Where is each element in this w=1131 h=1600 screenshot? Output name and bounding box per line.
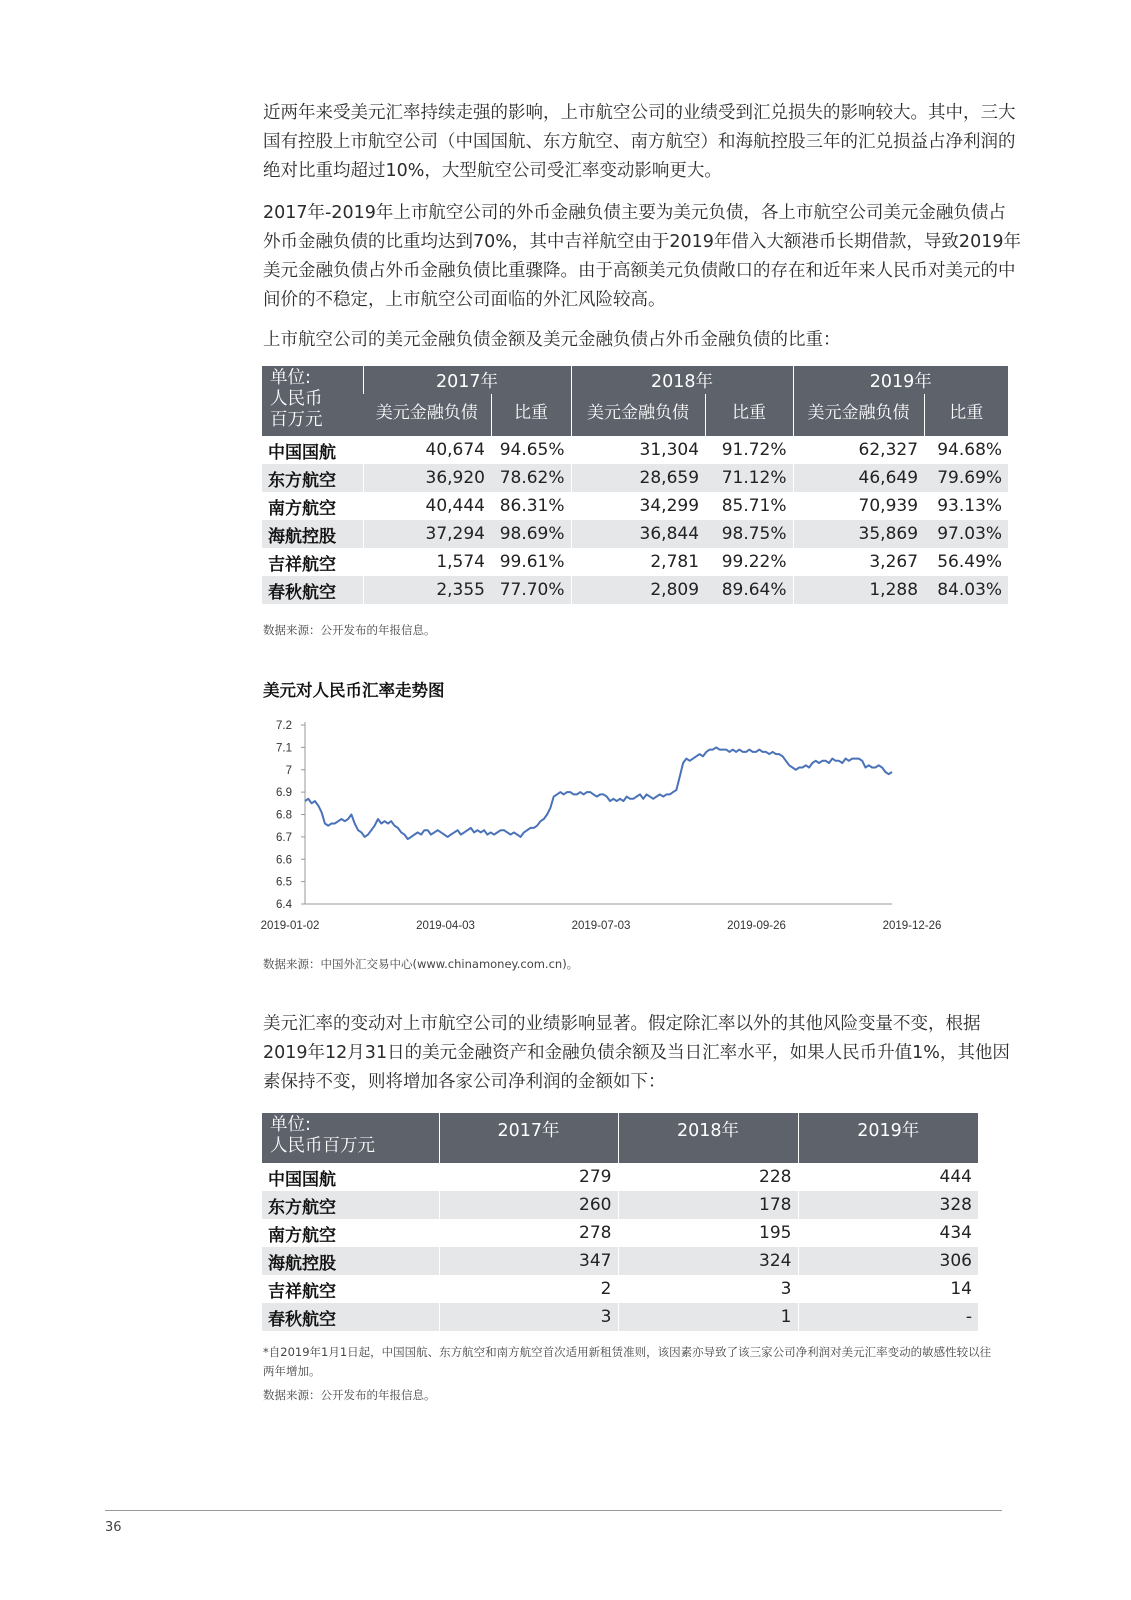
net-profit-cell: 228 (618, 1163, 798, 1191)
ratio-cell: 93.13% (937, 496, 1003, 516)
y-tick-label: 6.9 (276, 787, 292, 800)
usd-liabilities-table (262, 366, 1008, 604)
table1-caption: 上市航空公司的美元金融负债金额及美元金融负债占外币金融负债的比重： (263, 330, 841, 350)
paragraph-exchange-impact: 近两年来受美元汇率持续走强的影响，上市航空公司的业绩受到汇兑损失的影响较大。其中，三大国有控股上市航空公司（中国国航、东方航空、南方航空）和海航控股三年的汇兑损益占净利润的绝对比重均超过10%，大型航空公司受汇率变动影响更大。 (263, 103, 1016, 181)
paragraph-sensitivity: 美元汇率的变动对上市航空公司的业绩影响显著。假定除汇率以外的其他风险变量不变，根据2019年12月31日的美元金融资产和金融负债余额及当日汇率水平，如果人民币升值1%，其他因素保持不变，则将增加各家公司净利润的金额如下： (263, 1014, 1010, 1092)
usd-liability-cell: 70,939 (793, 492, 924, 520)
net-profit-cell: 324 (618, 1247, 798, 1275)
table-row (262, 548, 1008, 576)
net-profit-cell: 347 (439, 1247, 618, 1275)
net-profit-cell: 3 (618, 1275, 798, 1303)
usd-liability-cell: 2,781 (571, 548, 705, 576)
y-tick-label: 6.7 (276, 831, 292, 844)
sub-header-usd-liability: 美元金融负债 (571, 394, 705, 436)
usd-liability-cell: 35,869 (793, 520, 924, 548)
airline-name: 东方航空 (262, 1191, 439, 1219)
year-header-2019: 2019年 (793, 366, 1008, 394)
net-profit-cell: 279 (439, 1163, 618, 1191)
y-tick-label: 6.6 (276, 854, 292, 867)
ratio-cell: 56.49% (937, 552, 1003, 572)
usd-liability-cell: 1,288 (793, 576, 924, 604)
unit-header (262, 1113, 439, 1163)
x-tick-label: 2019-01-02 (260, 920, 320, 932)
ratio-cell: 98.69% (491, 520, 571, 548)
net-profit-cell: 444 (798, 1163, 978, 1191)
net-profit-cell: 1 (618, 1303, 798, 1331)
airline-name: 春秋航空 (262, 1303, 439, 1331)
net-profit-cell: 178 (618, 1191, 798, 1219)
table2-footnote: *自2019年1月1日起，中国国航、东方航空和南方航空首次适用新租赁准则，该因素亦导致了该三家公司净利润对美元汇率变动的敏感性较以往两年增加。 (263, 1345, 992, 1378)
ratio-cell: 84.03% (924, 576, 1008, 604)
table-row (262, 576, 1008, 604)
usd-liability-cell: 3,267 (793, 548, 924, 576)
airline-name: 中国国航 (268, 1169, 336, 1190)
year-header-2017: 2017年 (439, 1113, 618, 1163)
unit-line: 百万元 (270, 410, 323, 430)
year-header-2018: 2018年 (618, 1113, 798, 1163)
table-row (262, 1303, 978, 1331)
unit-line: 单位: (270, 1115, 311, 1135)
year-header-2017: 2017年 (363, 366, 571, 394)
net-profit-cell: 306 (798, 1247, 978, 1275)
ratio-cell: 99.22% (721, 552, 787, 572)
table-row (262, 492, 1008, 520)
sub-header-ratio: 比重 (705, 394, 793, 436)
usd-liability-cell: 40,674 (363, 436, 491, 464)
year-header-2018: 2018年 (571, 366, 793, 394)
table-row (262, 464, 1008, 492)
sub-header-usd-liability: 美元金融负债 (793, 394, 924, 436)
usd-liability-cell: 36,844 (571, 520, 705, 548)
airline-name: 春秋航空 (262, 576, 363, 604)
unit-line: 人民币 (270, 389, 323, 409)
ratio-cell: 94.68% (937, 440, 1003, 460)
net-profit-cell: 278 (439, 1219, 618, 1247)
paragraph-foreign-liabilities: 2017年-2019年上市航空公司的外币金融负债主要为美元负债，各上市航空公司美元金融负债占外币金融负债的比重均达到70%，其中吉祥航空由于2019年借入大额港币长期借款，导致2019年美元金融负债占外币金融负债比重骤降。由于高额美元负债敞口的存在和近年来人民币对美元的中间价的不稳定，上市航空公司面临的外汇风险较高。 (263, 203, 1021, 310)
x-tick-label: 2019-04-03 (416, 920, 475, 932)
usd-liability-cell: 46,649 (793, 464, 924, 492)
airline-name: 南方航空 (268, 498, 336, 519)
net-profit-cell: 260 (439, 1191, 618, 1219)
usd-liability-cell: 28,659 (571, 464, 705, 492)
ratio-cell: 97.03% (924, 520, 1008, 548)
airline-name: 吉祥航空 (268, 554, 336, 575)
net-profit-cell: 2 (439, 1275, 618, 1303)
airline-name: 海航控股 (262, 1247, 439, 1275)
y-tick-label: 6.8 (276, 809, 292, 822)
airline-name: 东方航空 (262, 464, 363, 492)
usd-liability-cell: 1,574 (363, 548, 491, 576)
airline-name: 海航控股 (262, 520, 363, 548)
table1-source: 数据来源：公开发布的年报信息。 (263, 623, 436, 637)
net-profit-sensitivity-table (262, 1113, 978, 1331)
unit-line: 人民币百万元 (270, 1136, 375, 1156)
x-tick-label: 2019-09-26 (727, 920, 786, 932)
ratio-cell: 94.65% (499, 440, 565, 460)
net-profit-cell: 3 (439, 1303, 618, 1331)
table2-source: 数据来源：公开发布的年报信息。 (263, 1388, 436, 1402)
chart-title: 美元对人民币汇率走势图 (263, 681, 445, 700)
net-profit-cell: - (798, 1303, 978, 1331)
page-number: 36 (105, 1520, 122, 1535)
ratio-cell: 91.72% (721, 440, 787, 460)
airline-name: 中国国航 (268, 442, 336, 463)
y-tick-label: 6.5 (276, 876, 292, 889)
ratio-cell: 77.70% (491, 576, 571, 604)
x-tick-label: 2019-12-26 (882, 920, 942, 932)
table-row (262, 436, 1008, 464)
ratio-cell: 98.75% (705, 520, 793, 548)
table-row (262, 1275, 978, 1303)
usd-liability-cell: 31,304 (571, 436, 705, 464)
y-tick-label: 7.1 (276, 742, 292, 755)
x-tick-label: 2019-07-03 (571, 920, 631, 932)
usd-liability-cell: 34,299 (571, 492, 705, 520)
ratio-cell: 89.64% (705, 576, 793, 604)
airline-name: 南方航空 (268, 1225, 336, 1246)
sub-header-ratio: 比重 (491, 394, 571, 436)
usd-liability-cell: 40,444 (363, 492, 491, 520)
table-row (262, 1219, 978, 1247)
table-row (262, 1191, 978, 1219)
usd-liability-cell: 2,355 (363, 576, 491, 604)
net-profit-cell: 434 (798, 1219, 978, 1247)
y-tick-label: 7 (285, 764, 292, 777)
net-profit-cell: 14 (798, 1275, 978, 1303)
y-tick-label: 6.4 (276, 899, 292, 911)
airline-name: 吉祥航空 (268, 1281, 336, 1302)
table-row (262, 1247, 978, 1275)
usd-liability-cell: 2,809 (571, 576, 705, 604)
unit-header (262, 366, 363, 436)
y-tick-label: 7.2 (276, 720, 292, 732)
ratio-cell: 85.71% (721, 496, 787, 516)
net-profit-cell: 328 (798, 1191, 978, 1219)
usd-liability-cell: 37,294 (363, 520, 491, 548)
ratio-cell: 99.61% (499, 552, 565, 572)
net-profit-cell: 195 (618, 1219, 798, 1247)
ratio-cell: 86.31% (499, 496, 565, 516)
sub-header-usd-liability: 美元金融负债 (363, 394, 491, 436)
usd-liability-cell: 62,327 (793, 436, 924, 464)
usd-liability-cell: 36,920 (363, 464, 491, 492)
footer-divider (105, 1510, 1002, 1511)
exchange-rate-chart (258, 710, 942, 940)
ratio-cell: 79.69% (924, 464, 1008, 492)
exchange-rate-series-line (305, 747, 892, 839)
sub-header-ratio: 比重 (924, 394, 1008, 436)
ratio-cell: 71.12% (705, 464, 793, 492)
table-row (262, 1163, 978, 1191)
ratio-cell: 78.62% (491, 464, 571, 492)
table-row (262, 520, 1008, 548)
chart-source: 数据来源：中国外汇交易中心(www.chinamoney.com.cn)。 (263, 957, 579, 971)
unit-line: 单位: (270, 368, 311, 388)
year-header-2019: 2019年 (798, 1113, 978, 1163)
